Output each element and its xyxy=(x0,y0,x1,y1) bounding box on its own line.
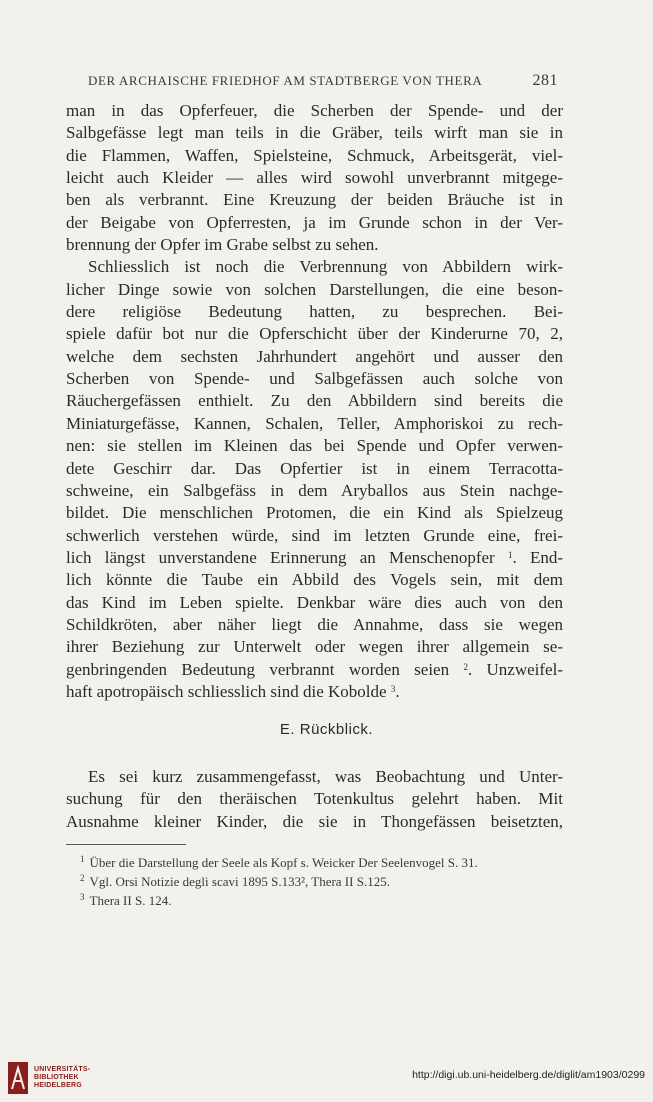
footnote-text: Vgl. Orsi Notizie degli scavi 1895 S.133², Thera II S.125. xyxy=(89,874,390,889)
text-line: man in das Opferfeuer, die Scherben der Spende- und der xyxy=(66,101,563,120)
text-line xyxy=(66,681,563,703)
line-text: . Unzweifel- xyxy=(467,659,563,679)
text-line: spiele dafür bot nur die Opferschicht über der Kinderurne 70, 2, xyxy=(66,324,563,344)
text-line: die Flammen, Waffen, Spielsteine, Schmuck, Arbeitsgerät, viel- xyxy=(66,145,563,165)
footnotes xyxy=(80,853,560,910)
line-text: . xyxy=(395,681,400,701)
text-line: nen: sie stellen im Kleinen das bei Spende und Opfer verwen- xyxy=(66,436,563,456)
text-line: welche dem sechsten Jahrhundert angehört und ausser den xyxy=(66,346,563,366)
text-line xyxy=(66,659,563,681)
text-line: Miniaturgefässe, Kannen, Schalen, Teller, Amphoriskoi zu rech- xyxy=(66,413,563,433)
section-heading: E. Rückblick. xyxy=(279,721,374,738)
running-head-title: DER ARCHAISCHE FRIEDHOF AM STADTBERGE VON THERA xyxy=(88,73,483,88)
text-line: licher Dinge sowie von solchen Darstellungen, die eine beson- xyxy=(66,279,563,299)
main-text xyxy=(66,100,563,703)
line-text: lich längst unverstandene Erinnerung an Menschenopfer xyxy=(66,547,495,567)
line-text: haft apotropäisch schliesslich sind die Kobolde xyxy=(66,681,387,701)
footnote-mark: 1 xyxy=(80,854,85,864)
footnote-ref[interactable]: 1 xyxy=(507,549,513,560)
footnote xyxy=(80,891,560,910)
footnote-text: Über die Darstellung der Seele als Kopf s. Weicker Der Seelenvogel S. 31. xyxy=(89,855,478,870)
footnote xyxy=(80,872,560,891)
text-line: der Beigabe von Opferresten, ja im Grunde schon in der Ver- xyxy=(66,212,563,232)
library-logo-icon xyxy=(8,1062,28,1094)
text-line: suchung für den theräischen Totenkultus gelehrt haben. Mit xyxy=(66,789,563,809)
text-line: dere religiöse Bedeutung hatten, zu besprechen. Bei- xyxy=(66,302,563,322)
source-url-link[interactable]: http://digi.ub.uni-heidelberg.de/diglit/am1903/0299 xyxy=(412,1069,645,1081)
library-name xyxy=(34,1066,90,1090)
text-line: das Kind im Leben spielte. Denkbar wäre dies auch von den xyxy=(66,592,563,612)
footnote-ref[interactable]: 2 xyxy=(463,661,468,672)
running-head xyxy=(88,73,558,89)
line-text: genbringenden Bedeutung verbrannt worden seien xyxy=(66,659,450,679)
text-line: schwerlich verstehen würde, sind im letzten Grunde eine, frei- xyxy=(66,525,563,545)
text-line: dete Geschirr dar. Das Opfertier ist in einem Terracotta- xyxy=(66,458,563,478)
text-line: lich könnte die Taube ein Abbild des Vogels sein, mit dem xyxy=(66,570,563,590)
text-line: schweine, ein Salbgefäss in dem Aryballos aus Stein nachge- xyxy=(66,480,563,500)
text-line: Salbgefässe legt man teils in die Gräber, teils wirft man sie in xyxy=(66,123,563,143)
text-line: Scherben von Spende- und Salbgefässen auch solche von xyxy=(66,369,563,389)
library-name-line: UNIVERSITÄTS- xyxy=(34,1066,91,1073)
footnote-divider xyxy=(66,844,186,845)
text-line: leicht auch Kleider — alles wird sowohl unverbrannt mitgege- xyxy=(66,168,563,188)
text-line: ben als verbrannt. Eine Kreuzung der beiden Bräuche ist in xyxy=(66,190,563,210)
footnote-ref[interactable]: 3 xyxy=(390,683,396,694)
footnote-mark: 2 xyxy=(80,873,85,883)
text-line: Schliesslich ist noch die Verbrennung von Abbildern wirk- xyxy=(88,257,563,277)
footnote-text: Thera II S. 124. xyxy=(89,893,172,908)
footnote xyxy=(80,853,560,872)
text-line: ihrer Beziehung zur Unterwelt oder wegen ihrer allgemein se- xyxy=(66,637,563,657)
text-line: Schildkröten, aber näher liegt die Annahme, dass sie wegen xyxy=(66,614,563,634)
page-number: 281 xyxy=(532,72,558,89)
text-line: bildet. Die menschlichen Protomen, die ein Kind als Spielzeug xyxy=(66,503,563,523)
line-text: . End- xyxy=(512,547,564,567)
main-text-continued xyxy=(66,766,563,833)
text-line xyxy=(66,547,563,569)
library-name-line: HEIDELBERG xyxy=(34,1082,82,1089)
text-line: brennung der Opfer im Grabe selbst zu sehen. xyxy=(66,235,379,255)
library-name-line: BIBLIOTHEK xyxy=(34,1074,79,1081)
footnote-mark: 3 xyxy=(80,892,85,902)
text-line: Ausnahme kleiner Kinder, die sie in Thongefässen beisetzten, xyxy=(66,811,563,831)
text-line: Räuchergefässen enthielt. Zu den Abbildern sind bereits die xyxy=(66,391,563,411)
text-line: Es sei kurz zusammengefasst, was Beobachtung und Unter- xyxy=(88,767,563,786)
